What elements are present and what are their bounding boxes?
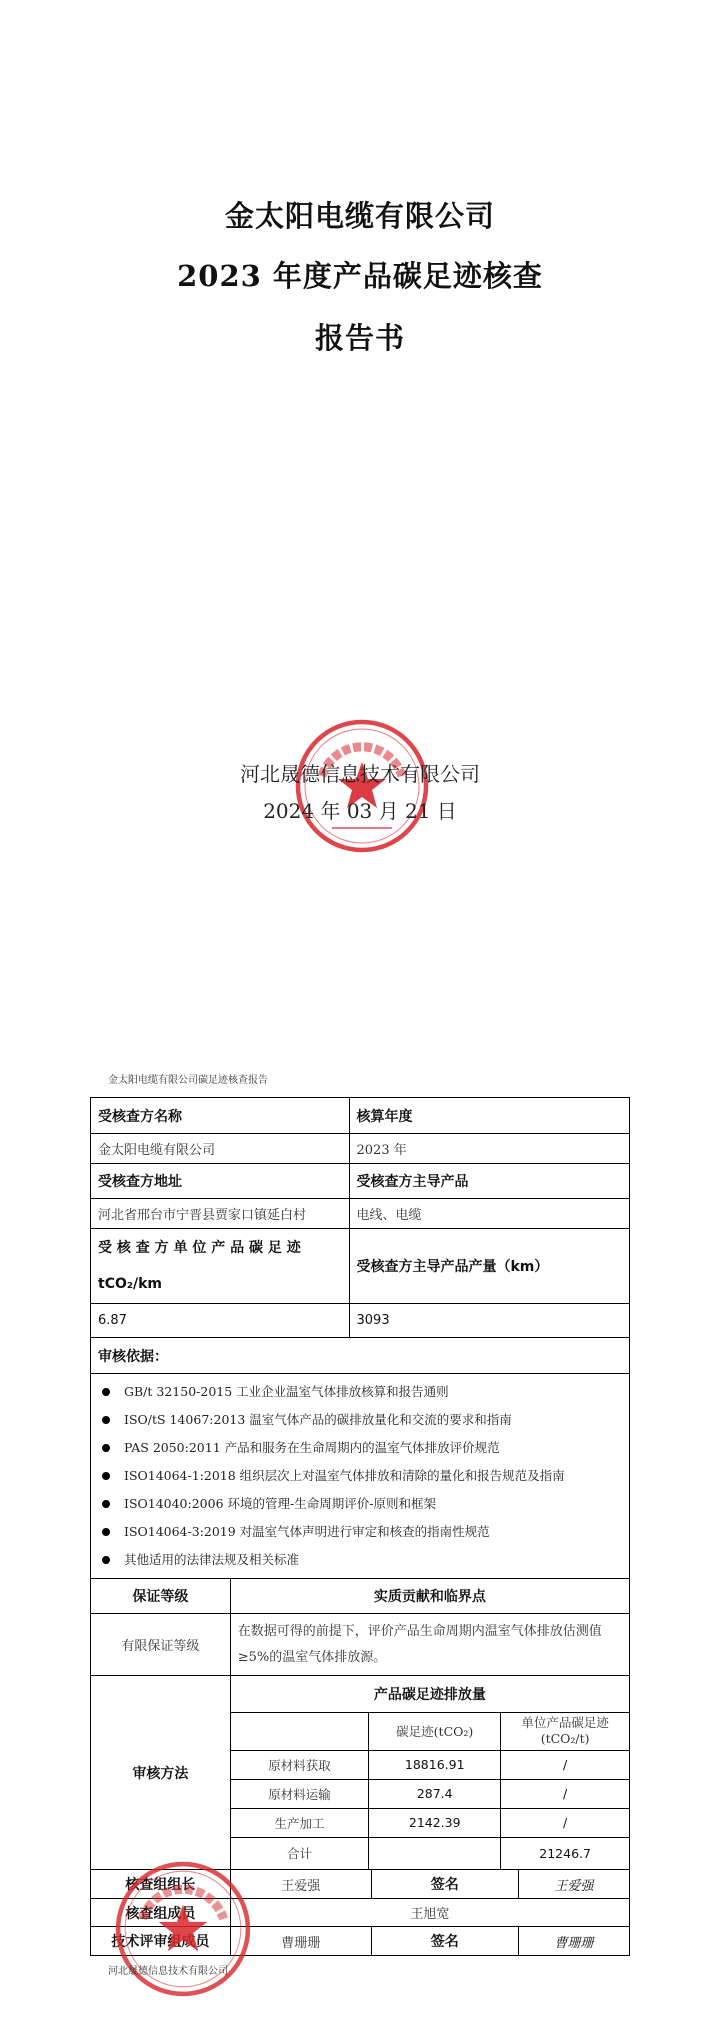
reviewer-label: 技术评审组成员 (91, 1927, 231, 1956)
bullet-icon (102, 1388, 110, 1396)
basis-list (98, 1378, 622, 1574)
leader-row (231, 1870, 629, 1898)
total-value: 21246.7 (501, 1837, 629, 1869)
stage-unit: / (501, 1779, 629, 1808)
sign-label: 签名 (371, 1927, 518, 1955)
unit-footprint-value: 6.87 (91, 1304, 350, 1338)
stage-unit: / (501, 1750, 629, 1779)
sign-label: 签名 (371, 1870, 518, 1898)
verification-summary-table (90, 1097, 630, 1956)
leader-label: 核查组组长 (91, 1870, 231, 1899)
main-product-label: 受核查方主导产品 (349, 1164, 630, 1199)
reviewer-name: 曹珊珊 (231, 1927, 372, 1955)
reviewer-row (231, 1927, 629, 1955)
stage-footprint: 287.4 (369, 1779, 501, 1808)
stage-footprint: 2142.39 (369, 1808, 501, 1837)
accounting-year-label: 核算年度 (349, 1098, 630, 1134)
emissions-cell (230, 1676, 629, 1870)
member-label: 核查组成员 (91, 1899, 231, 1927)
basis-item: ISO/tS 14067:2013 温室气体产品的碳排放量化和交流的要求和指南 (98, 1406, 622, 1434)
stage-name: 生产加工 (231, 1808, 369, 1837)
verified-party-label: 受核查方名称 (91, 1098, 350, 1134)
running-header: 金太阳电缆有限公司碳足迹核查报告 (108, 1075, 268, 1086)
leader-name: 王爱强 (231, 1870, 372, 1898)
cover-report-type: 报告书 (314, 321, 405, 355)
basis-list-cell (91, 1374, 630, 1579)
materiality-value: 在数据可得的前提下，评价产品生命周期内温室气体排放估测值≥5%的温室气体排放源。 (230, 1614, 629, 1676)
reviewer-signature: 曹珊珊 (554, 1935, 594, 1951)
cover-report-title: 2023 年度产品碳足迹核查 (177, 259, 543, 293)
assurance-level-value: 有限保证等级 (91, 1614, 231, 1676)
footprint-header: 碳足迹(tCO₂) (369, 1712, 501, 1750)
basis-item: PAS 2050:2011 产品和服务在生命周期内的温室气体排放评价规范 (98, 1434, 622, 1462)
leader-cell (230, 1870, 629, 1899)
bullet-icon (102, 1444, 110, 1452)
address-label: 受核查方地址 (91, 1164, 350, 1199)
basis-item: ISO14040:2006 环境的管理-生命周期评价-原则和框架 (98, 1490, 622, 1518)
assurance-level-label: 保证等级 (91, 1579, 231, 1614)
verified-party-value: 金太阳电缆有限公司 (91, 1134, 350, 1164)
total-label: 合计 (231, 1837, 369, 1869)
emissions-title: 产品碳足迹排放量 (231, 1676, 629, 1712)
stage-name: 原材料运输 (231, 1779, 369, 1808)
cover-date: 2024 年 03 月 21 日 (263, 799, 457, 823)
main-product-value: 电线、电缆 (349, 1199, 630, 1229)
basis-title: 审核依据： (91, 1338, 630, 1374)
leader-signature: 王爱强 (554, 1878, 594, 1894)
total-blank (369, 1837, 501, 1869)
basis-item: ISO14064-1:2018 组织层次上对温室气体排放和清除的量化和报告规范及指南 (98, 1462, 622, 1490)
page-footer: 河北晟德信息技术有限公司 (108, 1966, 228, 1977)
output-value: 3093 (349, 1304, 630, 1338)
unit-footprint-label: 受 核 查 方 单 位 产 品 碳 足 迹 tCO₂/km (91, 1229, 350, 1304)
address-value: 河北省邢台市宁晋县贾家口镇延白村 (91, 1199, 350, 1229)
bullet-icon (102, 1416, 110, 1424)
basis-item: 其他适用的法律法规及相关标准 (98, 1546, 622, 1574)
cover-company-title: 金太阳电缆有限公司 (224, 199, 495, 233)
bullet-icon (102, 1500, 110, 1508)
stage-unit: / (501, 1808, 629, 1837)
stage-footprint: 18816.91 (369, 1750, 501, 1779)
reviewer-cell (230, 1927, 629, 1956)
accounting-year-value: 2023 年 (349, 1134, 630, 1164)
stage-header (231, 1712, 369, 1750)
method-label: 审核方法 (91, 1676, 231, 1870)
emissions-table (231, 1676, 629, 1869)
bullet-icon (102, 1556, 110, 1564)
cover-issuer: 河北晟德信息技术有限公司 (240, 762, 480, 786)
unit-footprint-header: 单位产品碳足迹(tCO₂/t) (501, 1712, 629, 1750)
bullet-icon (102, 1528, 110, 1536)
materiality-label: 实质贡献和临界点 (230, 1579, 629, 1614)
basis-item: GB/t 32150-2015 工业企业温室气体排放核算和报告通则 (98, 1378, 622, 1406)
member-name: 王旭宽 (230, 1899, 629, 1927)
output-label: 受核查方主导产品产量（km） (349, 1229, 630, 1304)
basis-item: ISO14064-3:2019 对温室气体声明进行审定和核查的指南性规范 (98, 1518, 622, 1546)
stage-name: 原材料获取 (231, 1750, 369, 1779)
bullet-icon (102, 1472, 110, 1480)
company-seal-icon (112, 1858, 254, 2000)
